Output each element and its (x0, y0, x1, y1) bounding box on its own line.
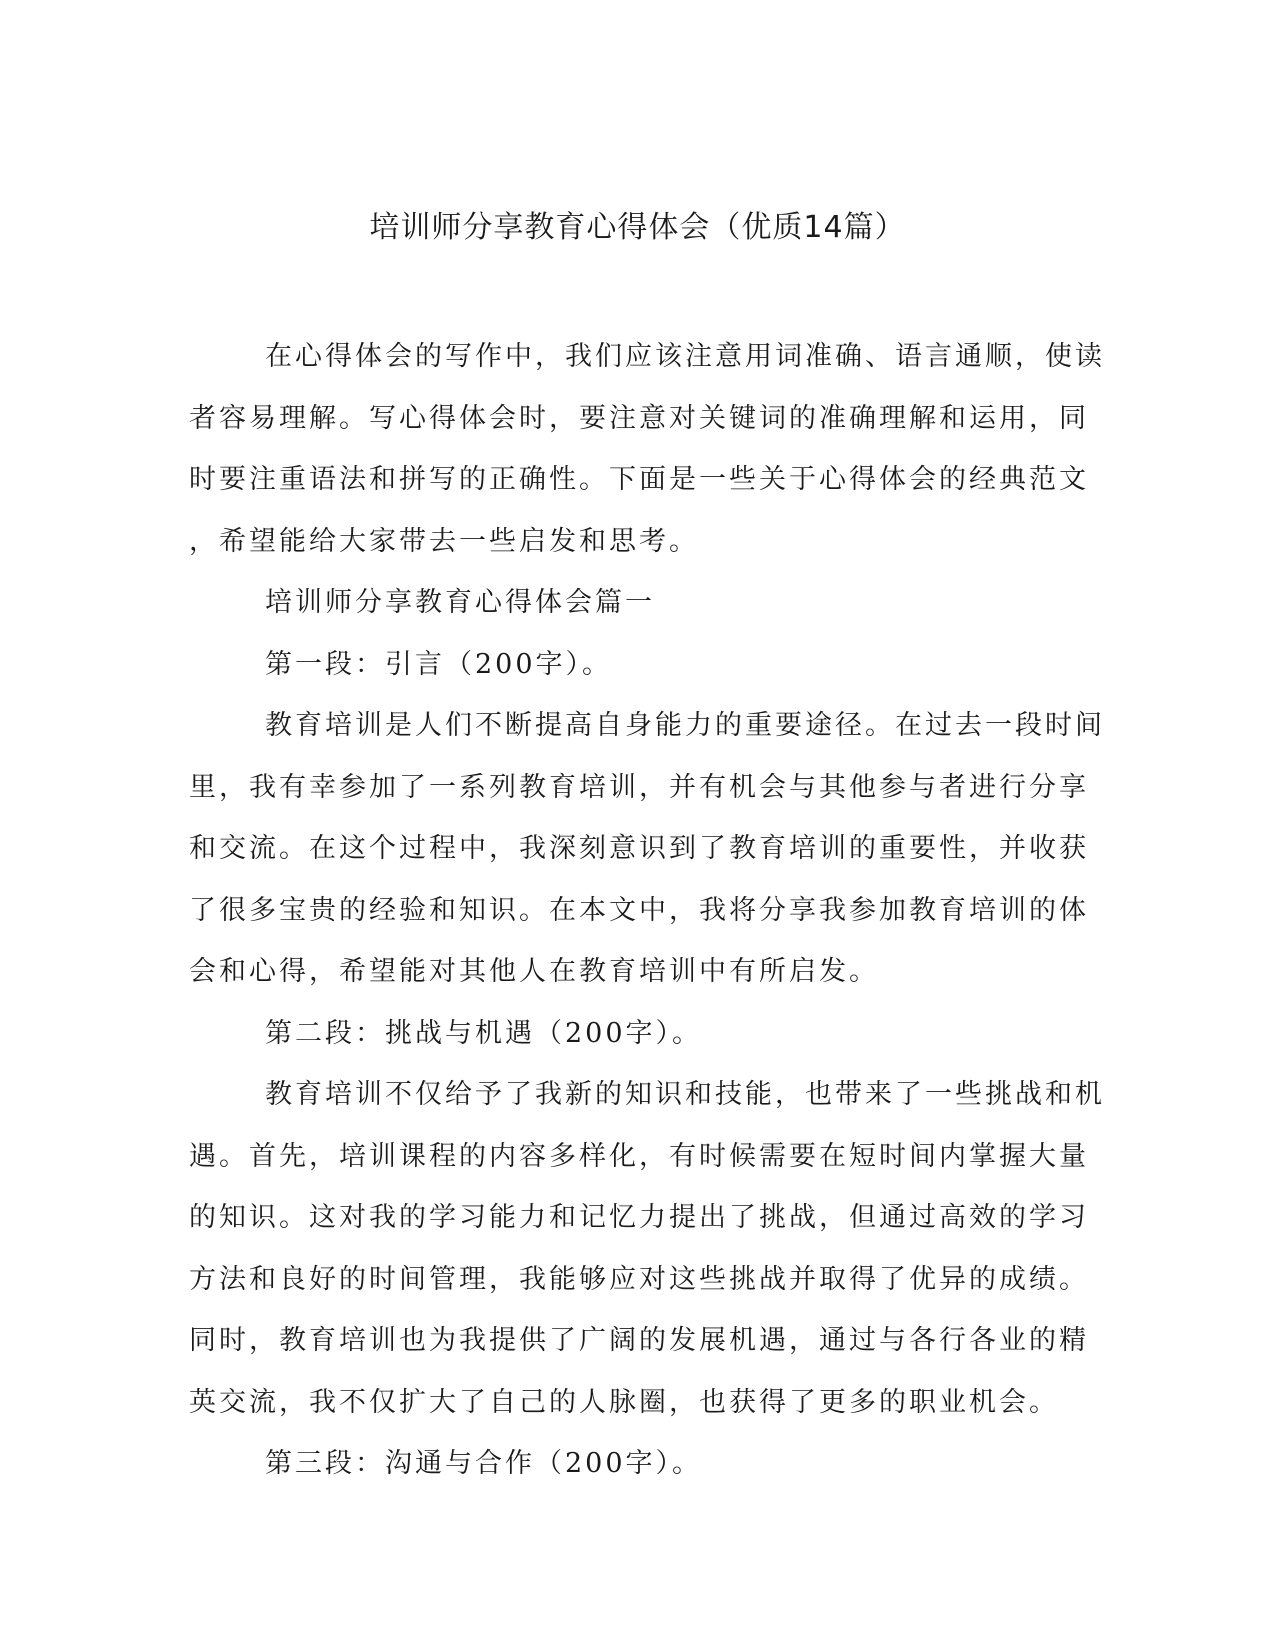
section-paragraph-line: 遇。首先，培训课程的内容多样化，有时候需要在短时间内掌握大量 (189, 1140, 1089, 1172)
section-paragraph-line: 会和心得，希望能对其他人在教育培训中有所启发。 (189, 956, 879, 987)
section-paragraph-line: 英交流，我不仅扩大了自己的人脉圈，也获得了更多的职业机会。 (189, 1386, 1059, 1418)
section-paragraph-line: 教育培训是人们不断提高自身能力的重要途径。在过去一段时间 (265, 710, 1105, 741)
section-paragraph-line: 的知识。这对我的学习能力和记忆力提出了挑战，但通过高效的学习 (189, 1202, 1089, 1233)
section-paragraph-line: 和交流。在这个过程中，我深刻意识到了教育培训的重要性，并收获 (189, 833, 1089, 864)
document-body (189, 326, 1105, 1495)
intro-paragraph-line: ，希望能给大家带去一些启发和思考。 (189, 525, 699, 557)
article-heading: 培训师分享教育心得体会篇一 (265, 587, 655, 618)
section-heading: 第一段：引言（200字）。 (265, 648, 613, 680)
section-paragraph-line: 了很多宝贵的经验和知识。在本文中，我将分享我参加教育培训的体 (189, 894, 1089, 926)
document-title: 培训师分享教育心得体会（优质14篇） (369, 210, 906, 245)
section-heading: 第二段：挑战与机遇（200字）。 (265, 1017, 703, 1049)
intro-paragraph-line: 在心得体会的写作中，我们应该注意用词准确、语言通顺，使读 (265, 341, 1105, 372)
section-paragraph-line: 里，我有幸参加了一系列教育培训，并有机会与其他参与者进行分享 (189, 771, 1089, 803)
intro-paragraph-line: 时要注重语法和拼写的正确性。下面是一些关于心得体会的经典范文 (189, 464, 1089, 495)
intro-paragraph-line: 者容易理解。写心得体会时，要注意对关键词的准确理解和运用，同 (189, 402, 1089, 434)
section-paragraph-line: 同时，教育培训也为我提供了广阔的发展机遇，通过与各行各业的精 (189, 1325, 1089, 1356)
section-paragraph-line: 教育培训不仅给予了我新的知识和技能，也带来了一些挑战和机 (265, 1079, 1105, 1110)
section-heading: 第三段：沟通与合作（200字）。 (265, 1448, 703, 1479)
section-paragraph-line: 方法和良好的时间管理，我能够应对这些挑战并取得了优异的成绩。 (189, 1263, 1089, 1295)
